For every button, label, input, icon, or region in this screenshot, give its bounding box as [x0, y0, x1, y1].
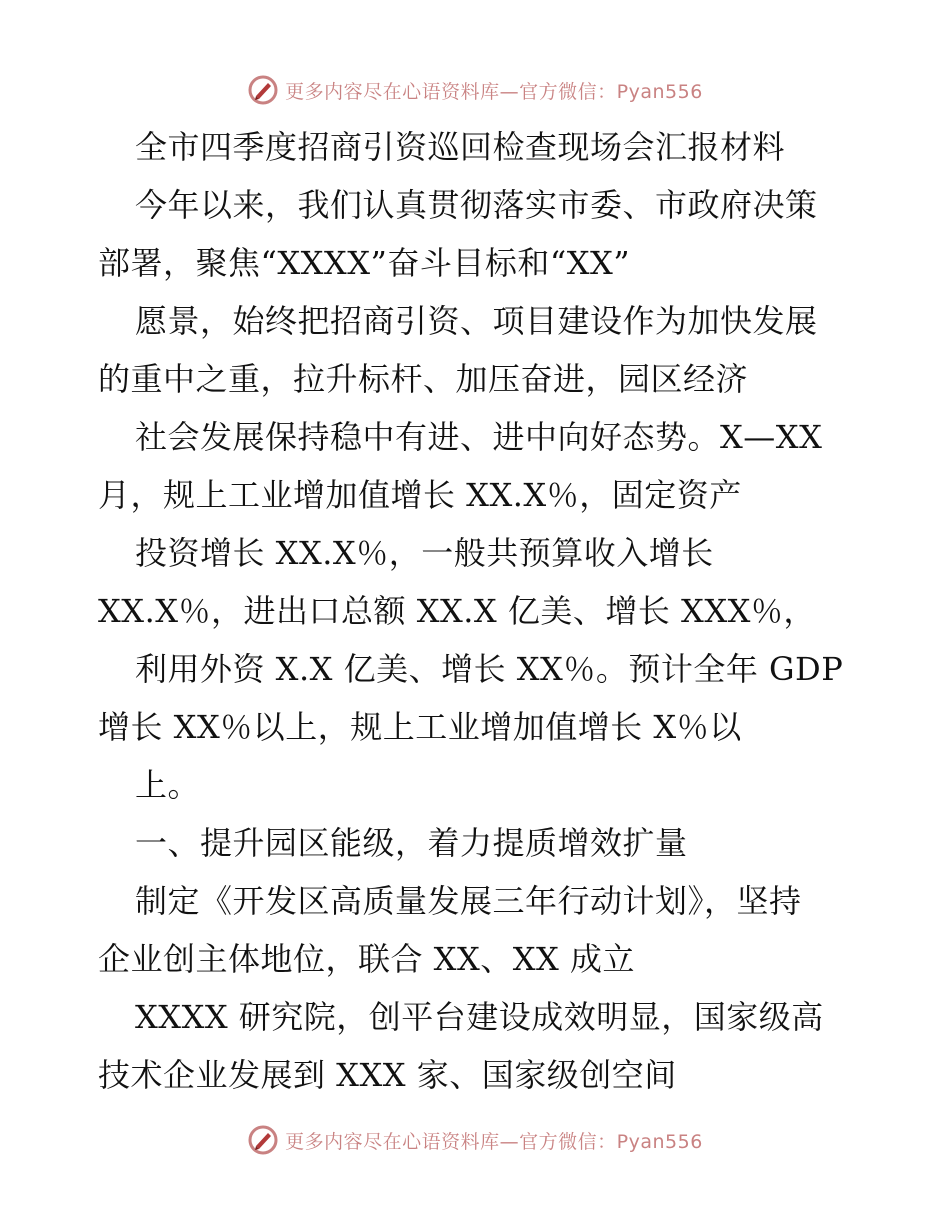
text-line: 企业创主体地位，联合 XX、XX 成立 [98, 940, 635, 978]
text-line: 月，规上工业增加值增长 XX.X％，固定资产 [98, 476, 742, 514]
section-heading: 一、提升园区能级，着力提质增效扩量 [135, 824, 688, 862]
banner-text: 更多内容尽在心语资料库—官方微信：Pyan556 [285, 80, 703, 103]
header-watermark-banner [0, 70, 950, 110]
banner-text: 更多内容尽在心语资料库—官方微信：Pyan556 [285, 1130, 703, 1153]
text-line: 愿景，始终把招商引资、项目建设作为加快发展 [135, 302, 818, 340]
text-line: 部署，聚焦“XXXX”奋斗目标和“XX” [98, 244, 631, 282]
text-line: 的重中之重，拉升标杆、加压奋进，园区经济 [98, 360, 749, 398]
brand-logo-icon [247, 74, 279, 106]
text-line: XXXX 研究院，创平台建设成效明显，国家级高 [135, 998, 824, 1036]
text-line: 今年以来，我们认真贯彻落实市委、市政府决策 [135, 186, 818, 224]
text-line: 社会发展保持稳中有进、进中向好态势。X—XX [135, 418, 823, 456]
text-line: 上。 [135, 766, 201, 804]
text-line: 增长 XX％以上，规上工业增加值增长 X％以 [98, 708, 742, 746]
text-line: 制定《开发区高质量发展三年行动计划》，坚持 [135, 882, 802, 920]
text-line: 利用外资 X.X 亿美、增长 XX％。预计全年 GDP [135, 650, 844, 688]
document-title: 全市四季度招商引资巡回检查现场会汇报材料 [135, 128, 786, 166]
text-line: XX.X％，进出口总额 XX.X 亿美、增长 XXX％， [98, 592, 816, 630]
footer-watermark-banner [0, 1120, 950, 1160]
text-line: 技术企业发展到 XXX 家、国家级创空间 [98, 1056, 677, 1094]
text-line: 投资增长 XX.X％，一般共预算收入增长 [135, 534, 714, 572]
brand-logo-icon [247, 1124, 279, 1156]
